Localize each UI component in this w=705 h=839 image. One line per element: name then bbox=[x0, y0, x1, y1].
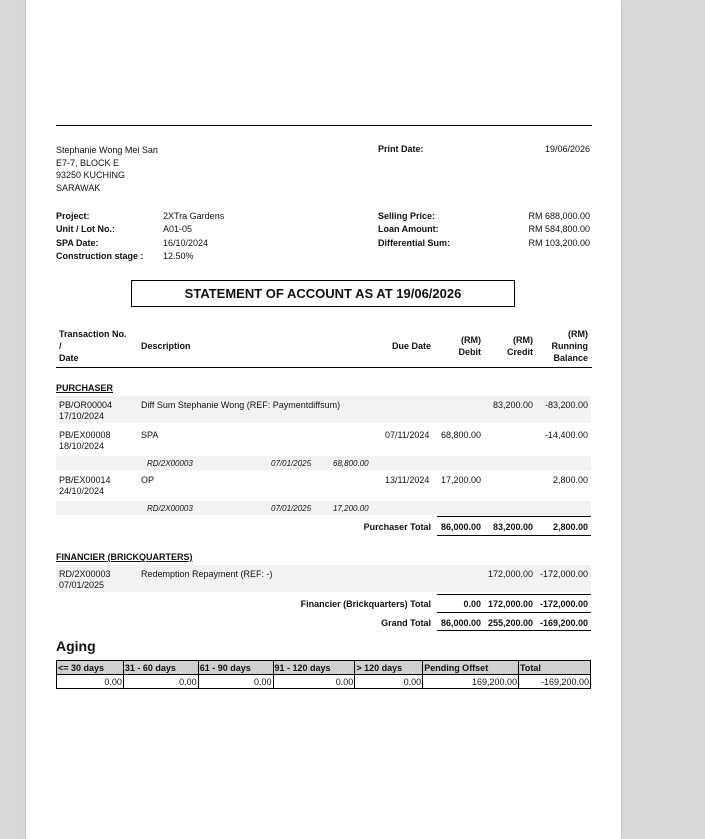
header-balance-line3: Balance bbox=[553, 353, 588, 363]
aging-value: -169,200.00 bbox=[519, 675, 591, 689]
txn-description: Redemption Repayment (REF: -) bbox=[141, 569, 273, 579]
header-debit-line1: (RM) bbox=[461, 335, 481, 345]
aging-header: 61 - 90 days bbox=[198, 661, 273, 675]
selling-price-label: Selling Price: bbox=[378, 211, 436, 221]
price-values bbox=[490, 210, 590, 250]
sub-row bbox=[56, 456, 591, 470]
aging-table bbox=[56, 660, 591, 689]
differential-sum-value: RM 103,200.00 bbox=[528, 237, 590, 248]
header-due-date: Due Date bbox=[392, 341, 432, 351]
header-description: Description bbox=[141, 341, 191, 351]
aging-value: 0.00 bbox=[123, 675, 198, 689]
stage-value: 12.50% bbox=[163, 250, 194, 261]
header-debit-line2: Debit bbox=[458, 347, 481, 357]
spa-date-label: SPA Date: bbox=[56, 237, 99, 248]
txn-description: SPA bbox=[141, 430, 159, 440]
header-balance bbox=[538, 328, 588, 364]
unit-label: Unit / Lot No.: bbox=[56, 224, 115, 235]
sub-amount: 17,200.00 bbox=[333, 504, 369, 513]
aging-header: > 120 days bbox=[355, 661, 423, 675]
purchaser-total-label: Purchaser Total bbox=[363, 522, 431, 532]
aging-header: <= 30 days bbox=[57, 661, 124, 675]
txn-date: 18/10/2024 bbox=[59, 441, 105, 451]
grand-total-debit: 86,000.00 bbox=[440, 618, 481, 628]
aging-header: Pending Offset bbox=[423, 661, 519, 675]
txn-due-date: 07/11/2024 bbox=[385, 430, 430, 440]
grand-total-underline bbox=[437, 630, 591, 631]
txn-date: 24/10/2024 bbox=[59, 486, 105, 496]
sub-row bbox=[56, 501, 591, 515]
address-line-2: 93250 KUCHING bbox=[56, 170, 126, 180]
header-balance-line1: (RM) bbox=[568, 329, 588, 339]
header-transaction-line1: Transaction No. bbox=[59, 329, 127, 339]
txn-date: 07/01/2025 bbox=[59, 580, 105, 590]
aging-header: 91 - 120 days bbox=[273, 661, 355, 675]
txn-credit: 83,200.00 bbox=[492, 400, 533, 410]
grand-total-label: Grand Total bbox=[381, 618, 431, 628]
aging-value: 0.00 bbox=[355, 675, 423, 689]
statement-page bbox=[26, 0, 621, 839]
project-labels bbox=[56, 210, 144, 263]
txn-number: PB/EX00008 bbox=[59, 430, 111, 440]
header-credit-line1: (RM) bbox=[513, 335, 533, 345]
aging-value: 0.00 bbox=[57, 675, 124, 689]
section-purchaser: PURCHASER bbox=[56, 383, 114, 393]
txn-description: OP bbox=[141, 475, 155, 485]
txn-number: RD/2X00003 bbox=[59, 569, 111, 579]
financier-total-credit: 172,000.00 bbox=[487, 599, 533, 609]
price-labels bbox=[378, 210, 450, 250]
sub-ref: RD/2X00003 bbox=[147, 504, 193, 513]
customer-address bbox=[56, 144, 158, 194]
txn-due-date: 13/11/2024 bbox=[385, 475, 430, 485]
purchaser-total-debit: 86,000.00 bbox=[440, 522, 481, 532]
sub-ref: RD/2X00003 bbox=[147, 459, 193, 468]
top-divider bbox=[56, 125, 592, 126]
stage-label: Construction stage : bbox=[56, 250, 144, 261]
statement-title: STATEMENT OF ACCOUNT AS AT 19/06/2026 bbox=[131, 280, 515, 307]
grand-total-credit: 255,200.00 bbox=[487, 618, 533, 628]
financier-total-balance: -172,000.00 bbox=[539, 599, 588, 609]
print-date-value: 19/06/2026 bbox=[544, 144, 590, 154]
project-values bbox=[163, 210, 224, 263]
purchaser-total-balance: 2,800.00 bbox=[552, 522, 588, 532]
aging-title: Aging bbox=[56, 638, 96, 654]
header-debit bbox=[441, 334, 481, 358]
address-line-3: SARAWAK bbox=[56, 182, 101, 193]
section-financier: FINANCIER (BRICKQUARTERS) bbox=[56, 552, 193, 562]
grand-total-balance: -169,200.00 bbox=[539, 618, 588, 628]
header-balance-line2: Running bbox=[551, 341, 588, 351]
financier-total-label: Financier (Brickquarters) Total bbox=[300, 599, 431, 609]
unit-value: A01-05 bbox=[163, 224, 193, 235]
aging-value: 169,200.00 bbox=[423, 675, 519, 689]
sub-date: 07/01/2025 bbox=[271, 459, 312, 468]
txn-debit: 17,200.00 bbox=[440, 475, 481, 485]
total-line bbox=[437, 516, 591, 517]
aging-header: Total bbox=[519, 661, 591, 675]
aging-value: 0.00 bbox=[273, 675, 355, 689]
project-label: Project: bbox=[56, 211, 90, 221]
aging-header-row bbox=[57, 661, 591, 675]
header-transaction bbox=[59, 328, 127, 364]
total-underline bbox=[437, 535, 591, 536]
txn-balance: -83,200.00 bbox=[544, 400, 588, 410]
project-value: 2XTra Gardens bbox=[163, 211, 225, 221]
selling-price-value: RM 688,000.00 bbox=[528, 211, 590, 221]
total-underline bbox=[437, 612, 591, 613]
txn-number: PB/OR00004 bbox=[59, 400, 113, 410]
txn-balance: 2,800.00 bbox=[552, 475, 588, 485]
aging-value: 0.00 bbox=[198, 675, 273, 689]
header-transaction-line2: / bbox=[59, 341, 62, 351]
aging-value-row bbox=[57, 675, 591, 689]
loan-amount-label: Loan Amount: bbox=[378, 224, 439, 235]
txn-description: Diff Sum Stephanie Wong (REF: Paymentdiffsum) bbox=[141, 400, 341, 410]
txn-balance: -14,400.00 bbox=[544, 430, 588, 440]
header-transaction-line3: Date bbox=[59, 353, 79, 363]
header-credit bbox=[493, 334, 533, 358]
header-credit-line2: Credit bbox=[506, 347, 533, 357]
txn-number: PB/EX00014 bbox=[59, 475, 111, 485]
spa-date-value: 16/10/2024 bbox=[163, 237, 209, 248]
customer-name: Stephanie Wong Mei San bbox=[56, 145, 158, 155]
txn-debit: 68,800.00 bbox=[440, 430, 481, 440]
differential-sum-label: Differential Sum: bbox=[378, 237, 451, 248]
aging-header: 31 - 60 days bbox=[123, 661, 198, 675]
sub-amount: 68,800.00 bbox=[333, 459, 369, 468]
financier-total-debit: 0.00 bbox=[463, 599, 481, 609]
txn-balance: -172,000.00 bbox=[539, 569, 588, 579]
print-date-label: Print Date: bbox=[378, 144, 424, 154]
sub-date: 07/01/2025 bbox=[271, 504, 312, 513]
total-line bbox=[437, 594, 591, 595]
loan-amount-value: RM 584,800.00 bbox=[528, 224, 590, 235]
address-line-1: E7-7, BLOCK E bbox=[56, 157, 120, 168]
txn-credit: 172,000.00 bbox=[487, 569, 533, 579]
purchaser-total-credit: 83,200.00 bbox=[492, 522, 533, 532]
header-divider bbox=[56, 367, 592, 368]
txn-date: 17/10/2024 bbox=[59, 411, 105, 421]
